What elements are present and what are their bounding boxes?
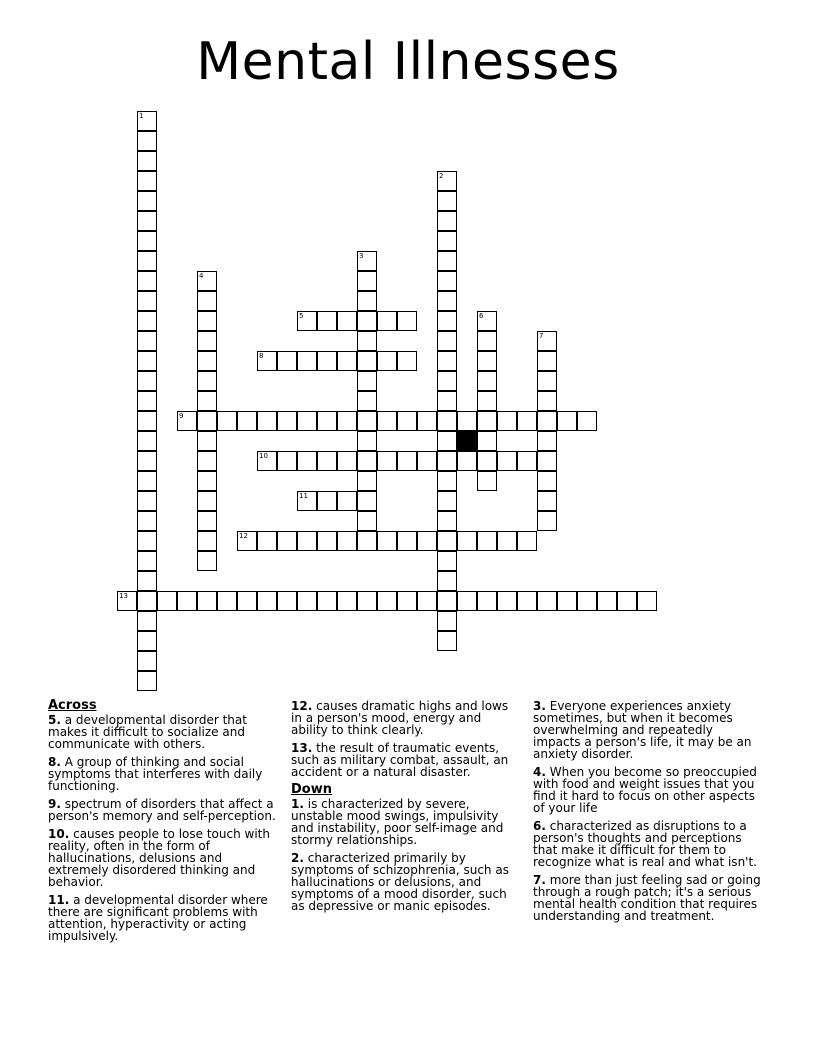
grid-cell[interactable] xyxy=(437,171,457,191)
grid-cell[interactable] xyxy=(417,411,437,431)
grid-cell[interactable] xyxy=(437,251,457,271)
grid-cell[interactable] xyxy=(437,291,457,311)
clue-text: Everyone experiences anxiety sometimes, but when it becomes overwhelming and repeatedly impacts a person's life, it may be an anxiety disorder. xyxy=(533,699,752,761)
grid-cell[interactable] xyxy=(477,411,497,431)
grid-cell[interactable] xyxy=(537,391,557,411)
clue-number: 1. xyxy=(291,797,304,811)
grid-cell[interactable] xyxy=(317,351,337,371)
clue-number: 11. xyxy=(48,893,70,907)
clue-across-13[interactable] xyxy=(291,742,521,778)
grid-cell[interactable] xyxy=(317,411,337,431)
grid-cell[interactable] xyxy=(397,411,417,431)
grid-cell[interactable] xyxy=(137,451,157,471)
grid-cell[interactable] xyxy=(557,411,577,431)
clue-number: 8. xyxy=(48,755,61,769)
grid-cell[interactable] xyxy=(457,531,477,551)
grid-cell[interactable] xyxy=(197,311,217,331)
grid-cell[interactable] xyxy=(417,531,437,551)
grid-cell[interactable] xyxy=(437,511,457,531)
grid-cell[interactable] xyxy=(277,591,297,611)
grid-cell[interactable] xyxy=(437,631,457,651)
grid-cell[interactable] xyxy=(517,451,537,471)
grid-cell[interactable] xyxy=(517,531,537,551)
grid-cell[interactable] xyxy=(157,591,177,611)
grid-cell[interactable] xyxy=(477,311,497,331)
grid-cell[interactable] xyxy=(537,491,557,511)
clue-text: When you become so preoccupied with food and weight issues that you find it hard to focus on other aspects of your life xyxy=(533,765,757,815)
grid-cell[interactable] xyxy=(197,411,217,431)
grid-cell[interactable] xyxy=(197,471,217,491)
grid-cell[interactable] xyxy=(357,431,377,451)
grid-cell[interactable] xyxy=(257,451,277,471)
down-heading: Down xyxy=(291,782,332,797)
grid-cell[interactable] xyxy=(537,511,557,531)
grid-cell[interactable] xyxy=(537,591,557,611)
grid-cell[interactable] xyxy=(337,591,357,611)
grid-cell[interactable] xyxy=(437,491,457,511)
grid-cell[interactable] xyxy=(337,411,357,431)
grid-cell[interactable] xyxy=(177,591,197,611)
grid-cell[interactable] xyxy=(137,431,157,451)
grid-cell[interactable] xyxy=(137,551,157,571)
grid-cell[interactable] xyxy=(117,591,137,611)
grid-cell[interactable] xyxy=(317,531,337,551)
grid-cell[interactable] xyxy=(477,531,497,551)
grid-cell[interactable] xyxy=(137,531,157,551)
grid-cell[interactable] xyxy=(137,411,157,431)
clue-text: the result of traumatic events, such as military combat, assault, an accident or a natural disaster. xyxy=(291,741,509,779)
grid-cell[interactable] xyxy=(437,551,457,571)
black-cell xyxy=(457,431,477,451)
grid-cell[interactable] xyxy=(197,551,217,571)
grid-cell[interactable] xyxy=(257,531,277,551)
grid-cell[interactable] xyxy=(197,531,217,551)
clue-text: more than just feeling sad or going through a rough patch; it's a serious mental health condition that requires understanding and treatment. xyxy=(533,873,761,923)
clue-text: characterized primarily by symptoms of schizophrenia, such as hallucinations or delusions, and symptoms of a mood disorder, such as depressive or manic episodes. xyxy=(291,851,509,913)
grid-cell[interactable] xyxy=(277,351,297,371)
grid-cell[interactable] xyxy=(477,451,497,471)
clue-number: 4. xyxy=(533,765,546,779)
clue-number: 12. xyxy=(291,699,313,713)
clue-column-2 xyxy=(291,700,521,918)
grid-cell[interactable] xyxy=(357,471,377,491)
clue-column-3 xyxy=(533,700,763,928)
grid-cell[interactable] xyxy=(437,311,457,331)
grid-cell[interactable] xyxy=(137,251,157,271)
clue-number: 2. xyxy=(291,851,304,865)
grid-cell[interactable] xyxy=(557,591,577,611)
grid-cell[interactable] xyxy=(337,351,357,371)
grid-cell[interactable] xyxy=(497,591,517,611)
grid-cell[interactable] xyxy=(197,491,217,511)
clue-list xyxy=(48,700,778,1030)
grid-cell[interactable] xyxy=(137,271,157,291)
grid-cell[interactable] xyxy=(337,311,357,331)
grid-cell[interactable] xyxy=(477,371,497,391)
grid-cell[interactable] xyxy=(297,491,317,511)
grid-cell[interactable] xyxy=(277,411,297,431)
clue-column-1 xyxy=(48,700,278,948)
grid-cell[interactable] xyxy=(297,531,317,551)
cell-number: 12 xyxy=(239,532,248,540)
grid-cell[interactable] xyxy=(437,471,457,491)
grid-cell[interactable] xyxy=(457,451,477,471)
grid-cell[interactable] xyxy=(477,431,497,451)
clue-number: 6. xyxy=(533,819,546,833)
grid-cell[interactable] xyxy=(137,591,157,611)
clue-number: 3. xyxy=(533,699,546,713)
grid-cell[interactable] xyxy=(537,331,557,351)
grid-cell[interactable] xyxy=(197,391,217,411)
clue-across-12[interactable] xyxy=(291,700,521,736)
clue-down-3[interactable] xyxy=(533,700,763,760)
grid-cell[interactable] xyxy=(437,451,457,471)
grid-cell[interactable] xyxy=(417,451,437,471)
grid-cell[interactable] xyxy=(137,351,157,371)
grid-cell[interactable] xyxy=(297,351,317,371)
grid-cell[interactable] xyxy=(137,511,157,531)
grid-cell[interactable] xyxy=(137,491,157,511)
grid-cell[interactable] xyxy=(517,411,537,431)
grid-cell[interactable] xyxy=(437,211,457,231)
cell-number: 11 xyxy=(299,492,308,500)
grid-cell[interactable] xyxy=(337,451,357,471)
grid-cell[interactable] xyxy=(437,611,457,631)
grid-cell[interactable] xyxy=(397,591,417,611)
clue-down-4[interactable] xyxy=(533,766,763,814)
grid-cell[interactable] xyxy=(297,411,317,431)
grid-cell[interactable] xyxy=(177,411,197,431)
clue-across-9[interactable] xyxy=(48,798,278,822)
cell-number: 10 xyxy=(259,452,268,460)
grid-cell[interactable] xyxy=(397,531,417,551)
grid-cell[interactable] xyxy=(337,491,357,511)
clue-text: characterized as disruptions to a person's thoughts and perceptions that make it difficult for them to recognize what is real and what isn't. xyxy=(533,819,757,869)
clue-number: 13. xyxy=(291,741,313,755)
grid-cell[interactable] xyxy=(257,351,277,371)
grid-cell[interactable] xyxy=(197,591,217,611)
grid-cell[interactable] xyxy=(477,331,497,351)
clue-across-5[interactable] xyxy=(48,714,278,750)
cell-number: 1 xyxy=(139,112,144,120)
grid-cell[interactable] xyxy=(437,571,457,591)
clue-number: 5. xyxy=(48,713,61,727)
grid-cell[interactable] xyxy=(497,411,517,431)
grid-cell[interactable] xyxy=(137,331,157,351)
grid-cell[interactable] xyxy=(597,591,617,611)
grid-cell[interactable] xyxy=(357,511,377,531)
grid-cell[interactable] xyxy=(137,371,157,391)
grid-cell[interactable] xyxy=(137,151,157,171)
grid-cell[interactable] xyxy=(477,471,497,491)
cell-number: 7 xyxy=(539,332,544,340)
grid-cell[interactable] xyxy=(357,491,377,511)
grid-cell[interactable] xyxy=(617,591,637,611)
clue-text: spectrum of disorders that affect a person's memory and self-perception. xyxy=(48,797,276,823)
grid-cell[interactable] xyxy=(437,191,457,211)
grid-cell[interactable] xyxy=(377,531,397,551)
grid-cell[interactable] xyxy=(437,391,457,411)
grid-cell[interactable] xyxy=(197,291,217,311)
grid-cell[interactable] xyxy=(137,571,157,591)
grid-cell[interactable] xyxy=(197,451,217,471)
grid-cell[interactable] xyxy=(637,591,657,611)
clue-text: A group of thinking and social symptoms that interferes with daily functioning. xyxy=(48,755,263,793)
grid-cell[interactable] xyxy=(357,251,377,271)
grid-cell[interactable] xyxy=(457,591,477,611)
grid-cell[interactable] xyxy=(497,531,517,551)
puzzle-title: Mental Illnesses xyxy=(196,32,620,92)
grid-cell[interactable] xyxy=(357,451,377,471)
grid-cell[interactable] xyxy=(357,331,377,351)
grid-cell[interactable] xyxy=(277,451,297,471)
grid-cell[interactable] xyxy=(577,411,597,431)
grid-cell[interactable] xyxy=(477,591,497,611)
grid-cell[interactable] xyxy=(217,411,237,431)
grid-cell[interactable] xyxy=(137,311,157,331)
grid-cell[interactable] xyxy=(237,411,257,431)
grid-cell[interactable] xyxy=(197,431,217,451)
grid-cell[interactable] xyxy=(317,591,337,611)
grid-cell[interactable] xyxy=(197,331,217,351)
clue-down-7[interactable] xyxy=(533,874,763,922)
grid-cell[interactable] xyxy=(437,331,457,351)
clue-across-10[interactable] xyxy=(48,828,278,888)
grid-cell[interactable] xyxy=(257,411,277,431)
grid-cell[interactable] xyxy=(137,651,157,671)
grid-cell[interactable] xyxy=(397,311,417,331)
grid-cell[interactable] xyxy=(137,471,157,491)
grid-cell[interactable] xyxy=(357,531,377,551)
grid-cell[interactable] xyxy=(297,451,317,471)
grid-cell[interactable] xyxy=(517,591,537,611)
clue-down-2[interactable] xyxy=(291,852,521,912)
grid-cell[interactable] xyxy=(437,431,457,451)
grid-cell[interactable] xyxy=(377,351,397,371)
cell-number: 4 xyxy=(199,272,204,280)
grid-cell[interactable] xyxy=(337,531,357,551)
grid-cell[interactable] xyxy=(437,271,457,291)
grid-cell[interactable] xyxy=(477,391,497,411)
grid-cell[interactable] xyxy=(537,371,557,391)
cell-number: 2 xyxy=(439,172,444,180)
cell-number: 6 xyxy=(479,312,484,320)
grid-cell[interactable] xyxy=(477,351,497,371)
grid-cell[interactable] xyxy=(237,591,257,611)
cell-number: 8 xyxy=(259,352,264,360)
grid-cell[interactable] xyxy=(537,351,557,371)
grid-cell[interactable] xyxy=(377,411,397,431)
grid-cell[interactable] xyxy=(137,291,157,311)
grid-cell[interactable] xyxy=(277,531,297,551)
grid-cell[interactable] xyxy=(317,451,337,471)
clue-text: causes people to lose touch with reality, often in the form of hallucinations, delusions and extremely disordered thinking and behavior. xyxy=(48,827,270,889)
grid-cell[interactable] xyxy=(537,471,557,491)
grid-cell[interactable] xyxy=(297,591,317,611)
grid-cell[interactable] xyxy=(237,531,257,551)
grid-cell[interactable] xyxy=(197,371,217,391)
across-heading: Across xyxy=(48,698,97,713)
grid-cell[interactable] xyxy=(457,411,477,431)
grid-cell[interactable] xyxy=(437,231,457,251)
grid-cell[interactable] xyxy=(357,391,377,411)
clue-down-1[interactable] xyxy=(291,798,521,846)
grid-cell[interactable] xyxy=(257,591,277,611)
grid-cell[interactable] xyxy=(137,211,157,231)
grid-cell[interactable] xyxy=(377,591,397,611)
clue-number: 10. xyxy=(48,827,70,841)
grid-cell[interactable] xyxy=(377,451,397,471)
grid-cell[interactable] xyxy=(437,591,457,611)
clue-text: a developmental disorder where there are significant problems with attention, hyperactivity or acting impulsively. xyxy=(48,893,268,943)
grid-cell[interactable] xyxy=(357,591,377,611)
grid-cell[interactable] xyxy=(137,671,157,691)
grid-cell[interactable] xyxy=(437,351,457,371)
clue-text: is characterized by severe, unstable mood swings, impulsivity and instability, poor self-image and stormy relationships. xyxy=(291,797,504,847)
grid-cell[interactable] xyxy=(137,391,157,411)
clue-text: a developmental disorder that makes it difficult to socialize and communicate with others. xyxy=(48,713,247,751)
grid-cell[interactable] xyxy=(417,591,437,611)
cell-number: 5 xyxy=(299,312,304,320)
grid-cell[interactable] xyxy=(357,311,377,331)
grid-cell[interactable] xyxy=(197,511,217,531)
grid-cell[interactable] xyxy=(137,611,157,631)
grid-cell[interactable] xyxy=(377,311,397,331)
grid-cell[interactable] xyxy=(437,411,457,431)
clue-across-11[interactable] xyxy=(48,894,278,942)
cell-number: 3 xyxy=(359,252,364,260)
grid-cell[interactable] xyxy=(357,411,377,431)
grid-cell[interactable] xyxy=(137,131,157,151)
grid-cell[interactable] xyxy=(357,371,377,391)
grid-cell[interactable] xyxy=(537,431,557,451)
grid-cell[interactable] xyxy=(357,291,377,311)
grid-cell[interactable] xyxy=(197,351,217,371)
clue-number: 9. xyxy=(48,797,61,811)
grid-cell[interactable] xyxy=(577,591,597,611)
grid-cell[interactable] xyxy=(357,351,377,371)
clue-text: causes dramatic highs and lows in a person's mood, energy and ability to think clearly. xyxy=(291,699,509,737)
grid-cell[interactable] xyxy=(537,451,557,471)
grid-cell[interactable] xyxy=(137,191,157,211)
grid-cell[interactable] xyxy=(397,451,417,471)
grid-cell[interactable] xyxy=(217,591,237,611)
grid-cell[interactable] xyxy=(437,371,457,391)
grid-cell[interactable] xyxy=(137,111,157,131)
grid-cell[interactable] xyxy=(137,231,157,251)
grid-cell[interactable] xyxy=(137,171,157,191)
grid-cell[interactable] xyxy=(537,411,557,431)
grid-cell[interactable] xyxy=(497,451,517,471)
clue-down-6[interactable] xyxy=(533,820,763,868)
grid-cell[interactable] xyxy=(437,531,457,551)
grid-cell[interactable] xyxy=(357,271,377,291)
cell-number: 9 xyxy=(179,412,184,420)
grid-cell[interactable] xyxy=(317,491,337,511)
grid-cell[interactable] xyxy=(297,311,317,331)
grid-cell[interactable] xyxy=(397,351,417,371)
cell-number: 13 xyxy=(119,592,128,600)
grid-cell[interactable] xyxy=(197,271,217,291)
grid-cell[interactable] xyxy=(317,311,337,331)
clue-across-8[interactable] xyxy=(48,756,278,792)
clue-number: 7. xyxy=(533,873,546,887)
grid-cell[interactable] xyxy=(137,631,157,651)
